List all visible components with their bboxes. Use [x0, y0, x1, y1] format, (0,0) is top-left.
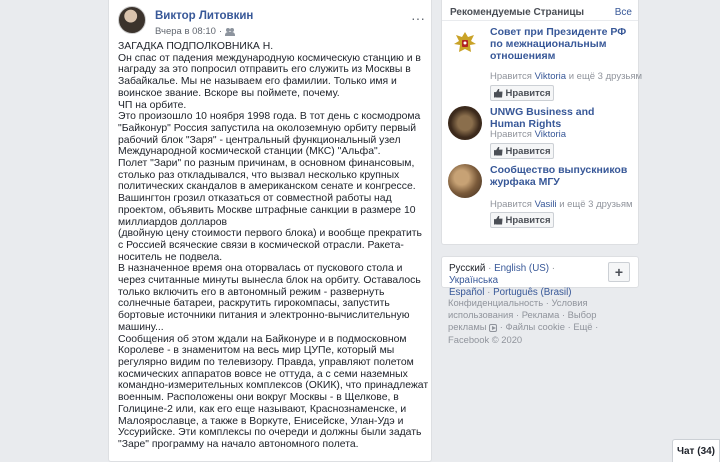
likes-prefix: Нравится [490, 129, 535, 140]
language-selector-panel [441, 256, 639, 298]
thumbs-up-icon [494, 147, 503, 156]
page-likes-text [490, 129, 566, 140]
like-page-button[interactable] [490, 85, 554, 101]
post-timestamp[interactable]: Вчера в 08:10 [155, 26, 216, 37]
footer-link-cookies[interactable]: Файлы cookie [505, 321, 565, 333]
friend-link[interactable]: Vasili [534, 199, 557, 210]
post-author-name[interactable]: Виктор Литовкин [155, 10, 254, 22]
like-page-button[interactable] [490, 143, 554, 159]
footer-link-ads[interactable]: Реклама [521, 309, 560, 321]
post-text [118, 41, 430, 451]
eagle-emblem-icon [450, 28, 480, 58]
author-avatar[interactable] [118, 6, 146, 34]
footer-link-terms[interactable]: Условия использования [448, 297, 588, 321]
thumbs-up-icon [494, 89, 503, 98]
post-paragraph: командно-измерительных комплексов (ОКИК), что принадлежат военным. Расположены они вокруг Москвы - в Щелкове, в Голицине-2 или, как его еще называют, Краснознаменске, и Малоярославце, а также в Воркуте, Енисейске, Улан-Удэ и Уссурийске. Эти комплексы по очереди и должны были задать "Заре" программу на начало автономного полета. [118, 380, 429, 450]
recommended-page-item [448, 26, 643, 106]
post-paragraph: ЗАГАДКА ПОДПОЛКОВНИКА Н. [118, 41, 274, 52]
recommended-pages-title: Рекомендуемые Страницы [450, 7, 585, 18]
post-paragraph: В назначенное время она оторвалась от пускового стола и через считанные минуты вынесла блок на орбиту. Оставалось только включить его в автономный режим - развернуть солнечные батареи, раскрутить гирокомпасы, запустить бортовые источники питания и электронно-вычислительную машину... [118, 263, 421, 333]
like-button-label: Нравится [505, 145, 551, 157]
post-options-button[interactable]: ··· [411, 10, 425, 26]
page-thumbnail[interactable] [448, 164, 482, 198]
post-paragraph: Он спас от падения международную космическую станцию и в награду за это попросил отправить его служить из Москвы в Забайкалье. Мы не называем его фамилии. Только имя и воинское звание. Вскоре вы поймете, почему. [118, 52, 421, 99]
see-all-link[interactable]: Все [614, 7, 632, 18]
page-likes-text [490, 71, 642, 82]
friend-link[interactable]: Viktoria [534, 129, 567, 140]
language-link[interactable]: Українська [449, 275, 499, 286]
page-likes-text [490, 199, 633, 210]
post-meta [155, 26, 235, 37]
post-paragraph: (двойную цену стоимости первого блока) и вообще прекратить с Россией всяческие связи в космической отрасли. Ракета-носитель не подвела. [118, 228, 422, 263]
likes-suffix: и ещё 3 друзьям [556, 199, 633, 210]
likes-prefix: Нравится [490, 71, 535, 82]
recommended-pages-header [450, 7, 632, 21]
friends-audience-icon[interactable] [225, 28, 235, 36]
friend-link[interactable]: Viktoria [534, 71, 567, 82]
ad-choices-icon [489, 324, 497, 332]
language-link[interactable]: Português (Brasil) [493, 287, 572, 298]
news-feed-post [108, 0, 432, 462]
footer-link-privacy[interactable]: Конфиденциальность [448, 297, 544, 308]
recommended-page-item [448, 164, 634, 234]
divider [442, 20, 638, 21]
page-footer: Конфиденциальность · Условия использования · Реклама · Выбор рекламы · Файлы cookie · Ещё · Facebook © 2020 [448, 297, 599, 345]
likes-prefix: Нравится [490, 199, 535, 210]
page-thumbnail-emblem[interactable] [448, 26, 482, 60]
language-link[interactable]: Español [449, 287, 485, 298]
post-paragraph: Сообщения об этом ждали на Байконуре и в подмосковном Королеве - в знаменитом на весь мир ЦУПе, который мы регулярно видим по телевизору. Правда, управляют полетом космических аппаратов вовсе не оттуда, а с семи наземных [118, 333, 414, 380]
like-page-button[interactable] [490, 212, 554, 228]
meta-separator: · [218, 26, 223, 37]
footer-link-more[interactable]: Ещё [573, 321, 593, 333]
footer-link-ad-choices[interactable]: Выбор рекламы [448, 309, 597, 333]
like-button-label: Нравится [505, 87, 551, 99]
like-button-label: Нравится [505, 214, 551, 226]
recommended-page-item [448, 106, 634, 160]
post-header [118, 6, 425, 38]
add-language-button[interactable]: + [608, 262, 630, 282]
language-current: Русский [449, 263, 486, 274]
likes-suffix: и ещё 3 друзьям [566, 71, 643, 82]
page-thumbnail[interactable] [448, 106, 482, 140]
post-paragraph: Вашингтон грозил отказаться от совместной работы над проектом, объявить Москве штрафные санкции в размере 10 миллиардов долларов [118, 193, 416, 228]
language-link[interactable]: English (US) [494, 263, 550, 274]
page-name[interactable]: Совет при Президенте РФ по межнациональным отношениям [490, 26, 627, 62]
chat-tab-button[interactable]: Чат (34) [672, 439, 720, 462]
post-paragraph: Это произошло 10 ноября 1998 года. В тот день с космодрома "Байконур" Россия запустила на околоземную орбиту первый рабочий блок "Заря" - центральный функциональный узел Международной космической станции (МКС) "Альфа". [118, 111, 421, 158]
page-name[interactable]: Сообщество выпускников журфака МГУ [490, 164, 628, 188]
page-name[interactable]: UNWG Business and Human Rights [490, 106, 595, 130]
thumbs-up-icon [494, 216, 503, 225]
language-list: Русский · English (US) · Українська Español · Português (Brasil) [449, 263, 572, 298]
post-paragraph: Полет "Зари" по разным причинам, в основном финансовым, столько раз откладывался, что вызвал несколько крупных политических скандалов в американском сенате и конгрессе. [118, 158, 416, 193]
post-paragraph: ЧП на орбите. [118, 99, 187, 111]
recommended-pages-panel [441, 0, 643, 245]
copyright: Facebook © 2020 [448, 333, 523, 345]
